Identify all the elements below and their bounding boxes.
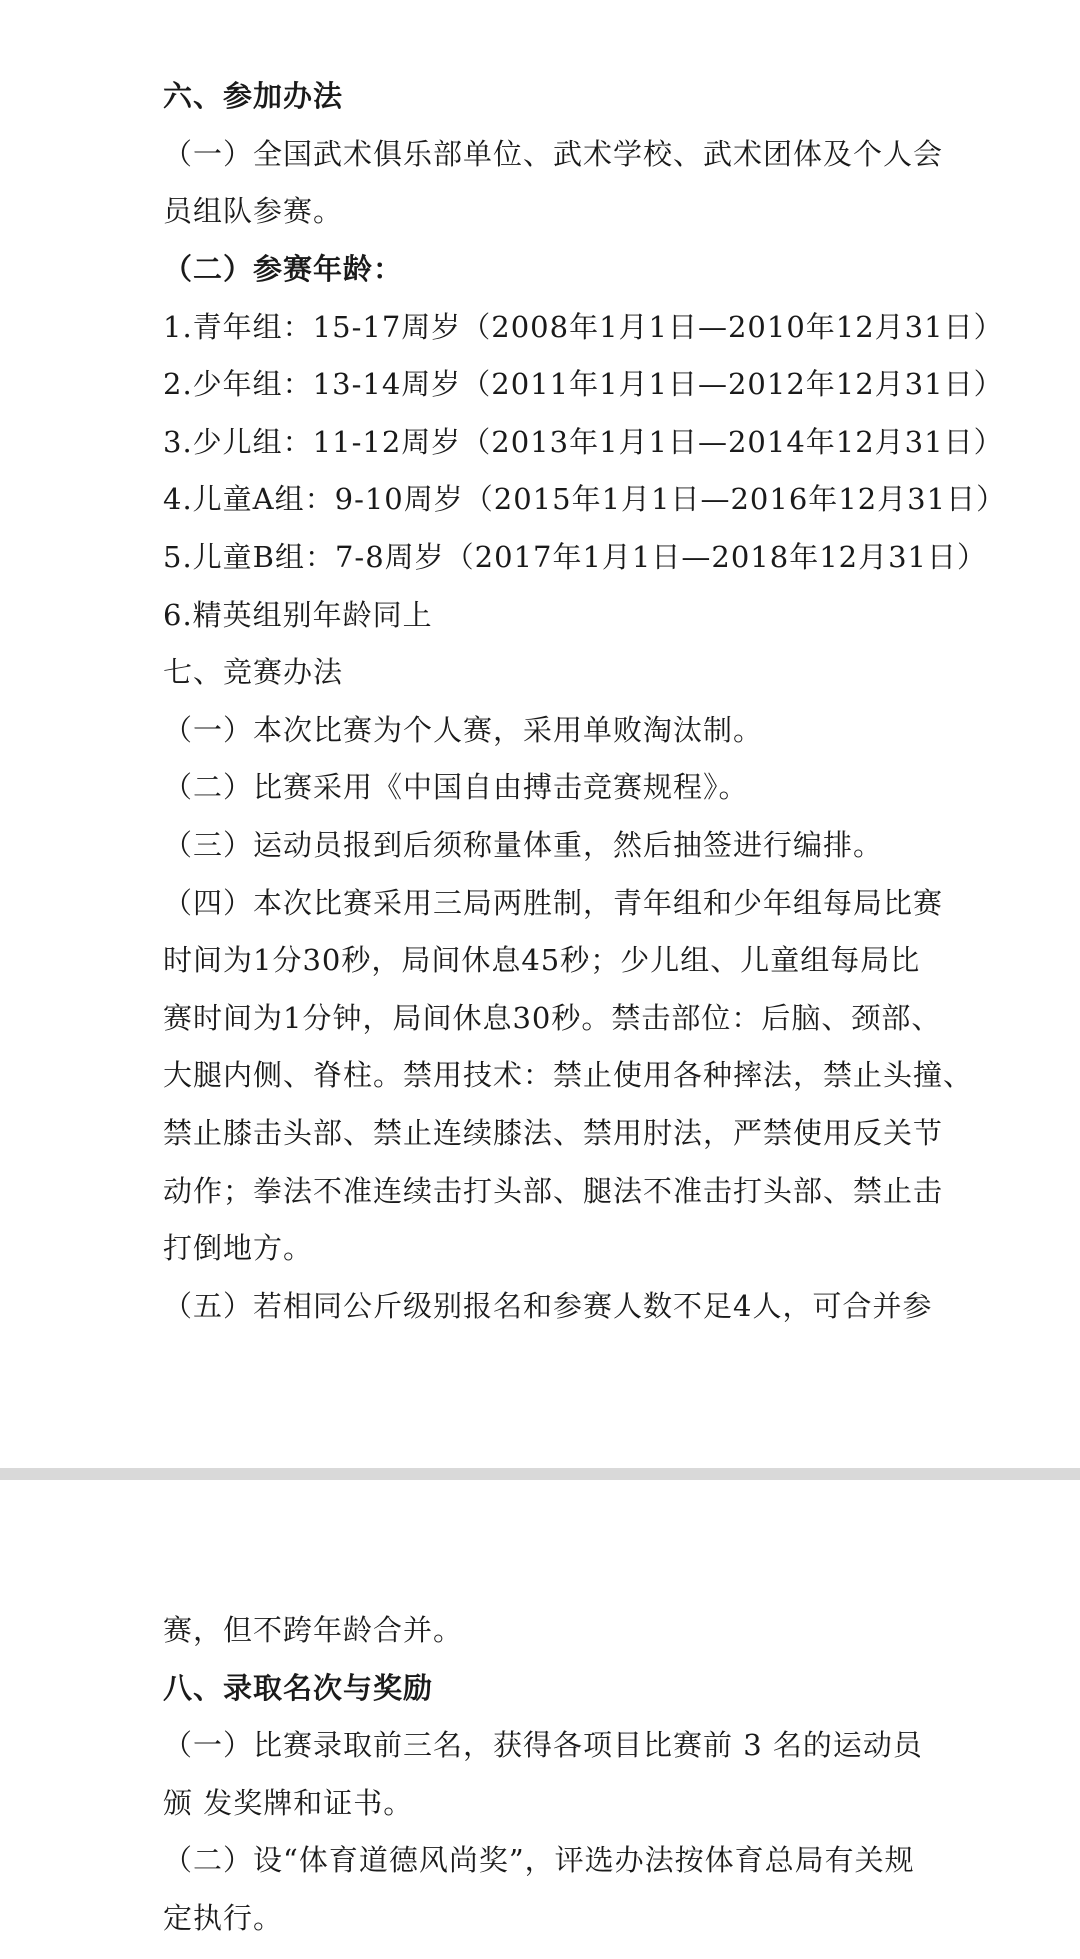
paragraph-line: 颁 发奖牌和证书。	[163, 1786, 414, 1820]
paragraph-line: （三）运动员报到后须称量体重，然后抽签进行编排。	[163, 828, 884, 862]
paragraph-line: （二）比赛采用《中国自由搏击竞赛规程》。	[163, 770, 749, 804]
age-group-item: 1.青年组：15-17周岁（2008年1月1日—2010年12月31日）	[163, 310, 1004, 344]
paragraph-line: 禁止膝击头部、禁止连续膝法、禁用肘法，严禁使用反关节	[163, 1116, 944, 1150]
paragraph-line: 员组队参赛。	[163, 194, 344, 228]
paragraph-line: 大腿内侧、脊柱。禁用技术：禁止使用各种摔法，禁止头撞、	[163, 1058, 974, 1092]
section-heading-participation-method: 六、参加办法	[163, 79, 344, 113]
age-group-item: 2.少年组：13-14周岁（2011年1月1日—2012年12月31日）	[163, 367, 1004, 401]
paragraph-line: （一）比赛录取前三名，获得各项目比赛前 3 名的运动员	[163, 1728, 923, 1762]
age-group-item: 4.儿童A组：9-10周岁（2015年1月1日—2016年12月31日）	[163, 482, 1007, 516]
paragraph-line: （四）本次比赛采用三局两胜制，青年组和少年组每局比赛	[163, 886, 944, 920]
paragraph-line: 赛时间为1分钟，局间休息30秒。禁击部位：后脑、颈部、	[163, 1001, 942, 1035]
paragraph-line: 定执行。	[163, 1901, 284, 1935]
paragraph-line: 赛，但不跨年龄合并。	[163, 1613, 464, 1647]
section-heading-ranking-awards: 八、录取名次与奖励	[163, 1671, 434, 1705]
paragraph-line: 动作；拳法不准连续击打头部、腿法不准击打头部、禁止击	[163, 1174, 944, 1208]
age-group-item: 6.精英组别年龄同上	[163, 598, 433, 632]
subheading-age-requirement: （二）参赛年龄：	[163, 252, 404, 286]
document-page-lower	[0, 1480, 1080, 1959]
paragraph-line: 打倒地方。	[163, 1231, 314, 1265]
page-separator	[0, 1468, 1080, 1480]
paragraph-line: （一）全国武术俱乐部单位、武术学校、武术团体及个人会	[163, 137, 944, 171]
paragraph-line: （二）设“体育道德风尚奖”，评选办法按体育总局有关规	[163, 1843, 915, 1877]
age-group-item: 3.少儿组：11-12周岁（2013年1月1日—2014年12月31日）	[163, 425, 1004, 459]
paragraph-line: （五）若相同公斤级别报名和参赛人数不足4人，可合并参	[163, 1289, 933, 1323]
age-group-item: 5.儿童B组：7-8周岁（2017年1月1日—2018年12月31日）	[163, 540, 987, 574]
paragraph-line: （一）本次比赛为个人赛，采用单败淘汰制。	[163, 713, 764, 747]
section-heading-competition-method: 七、竞赛办法	[163, 655, 344, 689]
paragraph-line: 时间为1分30秒，局间休息45秒；少儿组、儿童组每局比	[163, 943, 921, 977]
